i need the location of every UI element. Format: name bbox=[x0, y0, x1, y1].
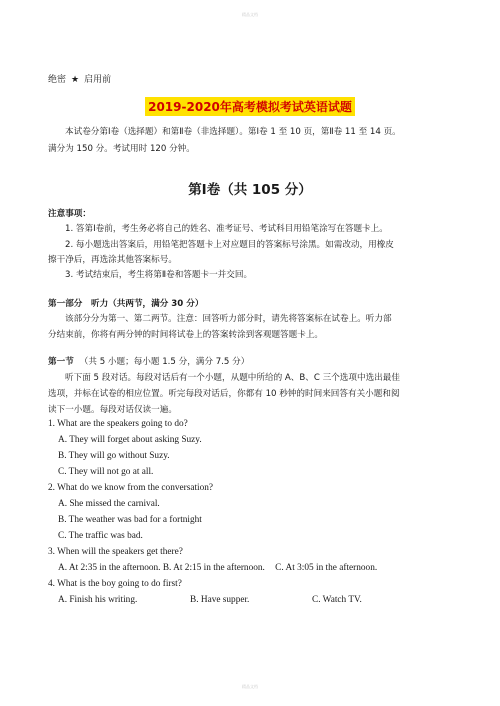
notes-heading: 注意事项： bbox=[48, 209, 91, 219]
question-4: 4. What is the boy going to do first? bbox=[48, 579, 182, 589]
question-1-option-a: A. They will forget about asking Suzy. bbox=[58, 435, 202, 445]
question-2-option-b: B. The weather was bad for a fortnight bbox=[58, 515, 202, 525]
question-4-options bbox=[58, 595, 458, 605]
question-4-option-c: C. Watch TV. bbox=[312, 595, 362, 605]
subsection-1-line-2: 选项，并标在试卷的相应位置。听完每段对话后，你都有 10 秒钟的时间来回答有关小题和阅 bbox=[48, 389, 400, 399]
confidential-label: 绝密 bbox=[48, 75, 67, 85]
note-1: 1. 答第Ⅰ卷前，考生务必将自己的姓名、准考证号、考试科目用铅笔涂写在答题卡上。 bbox=[65, 224, 388, 234]
watermark-top: 精品文档 bbox=[242, 12, 258, 17]
exam-title: 2019-2020年高考模拟考试英语试题 bbox=[145, 97, 355, 116]
question-1-option-c: C. They will not go at all. bbox=[58, 467, 154, 477]
question-4-option-b: B. Have supper. bbox=[190, 595, 250, 605]
note-2b: 擦干净后，再选涂其他答案标号。 bbox=[48, 255, 177, 265]
part-1-heading: 第一部分 听力（共两节，满分 30 分） bbox=[48, 299, 204, 309]
section-1-title: 第Ⅰ卷（共 105 分） bbox=[188, 182, 312, 198]
subsection-1-line-1: 听下面 5 段对话。每段对话后有一个小题，从题中所给的 A、B、C 三个选项中选出最佳 bbox=[65, 373, 400, 383]
before-use-label: 启用前 bbox=[84, 75, 112, 85]
confidential-line bbox=[48, 72, 111, 85]
question-2-option-a: A. She missed the carnival. bbox=[58, 499, 160, 509]
note-2a: 2. 每小题选出答案后，用铅笔把答题卡上对应题目的答案标号涂黑。如需改动，用橡皮 bbox=[65, 240, 394, 250]
question-1-option-b: B. They will go without Suzy. bbox=[58, 451, 170, 461]
question-2: 2. What do we know from the conversation? bbox=[48, 483, 214, 493]
part-1-line-1: 该部分分为第一、第二两节。注意：回答听力部分时，请先将答案标在试卷上。听力部 bbox=[65, 314, 392, 324]
subsection-1-header bbox=[48, 355, 249, 367]
question-3-option-a: A. At 2:35 in the afternoon. bbox=[58, 563, 161, 573]
subsection-1-heading: 第一节 bbox=[48, 357, 74, 367]
intro-line-2: 满分为 150 分。考试用时 120 分钟。 bbox=[48, 144, 195, 154]
part-1-line-2: 分结束前，你将有两分钟的时间将试卷上的答案转涂到客观题答题卡上。 bbox=[48, 330, 324, 340]
question-3: 3. When will the speakers get there? bbox=[48, 547, 183, 557]
question-2-option-c: C. The traffic was bad. bbox=[58, 531, 143, 541]
subsection-1-line-3: 读下一小题。每段对话仅读一遍。 bbox=[48, 405, 177, 415]
question-3-option-c: C. At 3:05 in the afternoon. bbox=[275, 563, 378, 573]
question-1: 1. What are the speakers going to do? bbox=[48, 419, 188, 429]
note-3: 3. 考试结束后，考生将第Ⅱ卷和答题卡一并交回。 bbox=[65, 270, 253, 280]
question-3-option-b: B. At 2:15 in the afternoon. bbox=[162, 563, 265, 573]
star-icon: ★ bbox=[71, 75, 80, 85]
question-4-option-a: A. Finish his writing. bbox=[58, 595, 138, 605]
intro-line-1: 本试卷分第Ⅰ卷（选择题）和第Ⅱ卷（非选择题）。第Ⅰ卷 1 至 10 页，第Ⅱ卷 11 至 14 页。 bbox=[65, 127, 401, 137]
subsection-1-desc: （共 5 小题；每小题 1.5 分，满分 7.5 分） bbox=[79, 357, 250, 367]
question-3-options bbox=[58, 563, 377, 573]
watermark-bottom: 精品文档 bbox=[242, 684, 258, 689]
